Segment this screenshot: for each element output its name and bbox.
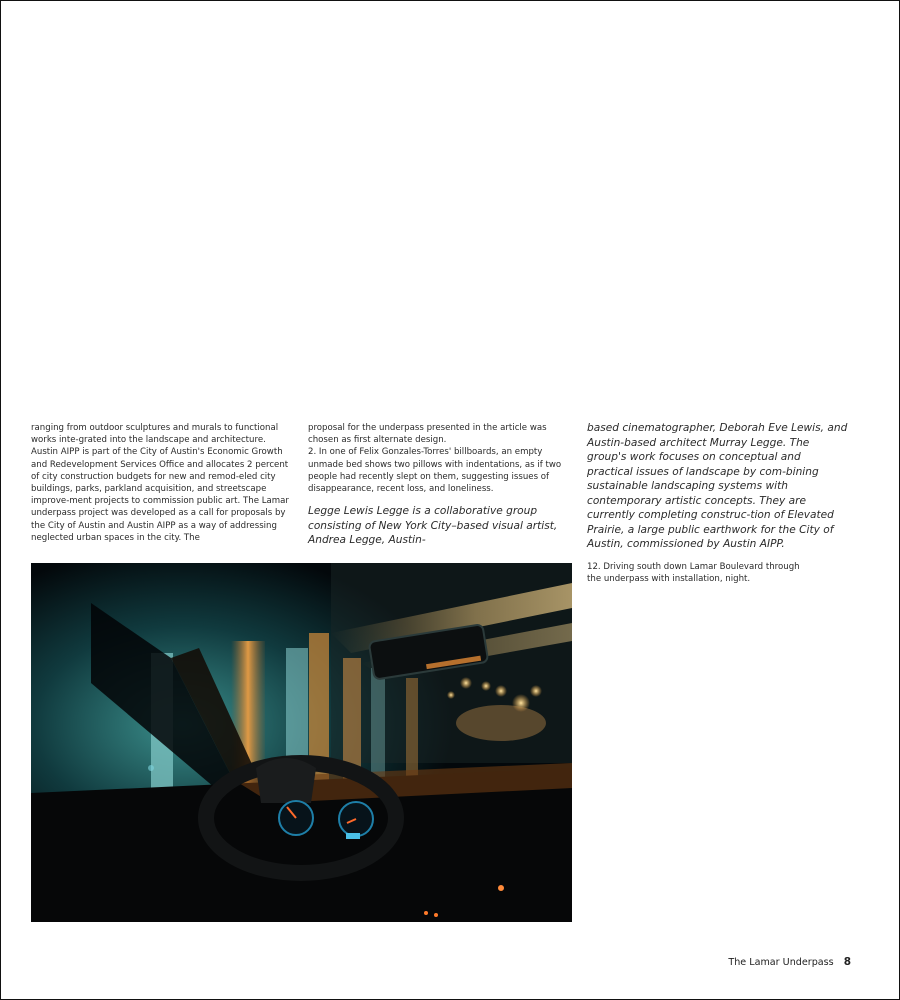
- running-title: The Lamar Underpass: [728, 957, 834, 968]
- photo-caption: 12. Driving south down Lamar Boulevard through the underpass with installation, night.: [587, 562, 800, 585]
- body-paragraph: ranging from outdoor sculptures and murals to functional works inte-grated into the landscape and architecture. Austin AIPP is part of the City of Austin's Economic Growth and Redevelopment Services Office and allocates 2 percent of city construction budgets for new and remod-eled city buildings, parks, parkland acquisition, and streetscape improve-ment projects to commission public art. The Lamar underpass project was developed as a call for proposals by the City of Austin and Austin AIPP as a way of addressing neglected urban spaces in the city. The: [31, 423, 289, 543]
- page-number: 8: [843, 956, 851, 968]
- night-driving-photo: [31, 563, 572, 922]
- body-text-column-1: [31, 422, 293, 544]
- body-text-column-3: [587, 421, 849, 552]
- page-footer: [728, 956, 851, 968]
- body-text-column-2: [308, 422, 570, 548]
- footnote-2: 2. In one of Felix Gonzales-Torres' billboards, an empty unmade bed shows two pillows with indentations, as if two people had recently slept on them, suggesting issues of disappearance, recent loss, and loneliness.: [308, 447, 562, 495]
- body-paragraph-continuation: proposal for the underpass presented in the article was chosen as first alternate design.: [308, 423, 547, 446]
- artist-bio-continuation: based cinematographer, Deborah Eve Lewis, and Austin-based architect Murray Legge. The group's work focuses on conceptual and practical issues of landscape by com-bining sustainable landscaping systems with contemporary artistic concepts. They are currently completing construc-tion of Elevated Prairie, a large public earthwork for the City of Austin, commissioned by Austin AIPP.: [587, 422, 848, 550]
- artist-bio: Legge Lewis Legge is a collaborative group consisting of New York City–based visual artist, Andrea Legge, Austin-: [308, 505, 558, 547]
